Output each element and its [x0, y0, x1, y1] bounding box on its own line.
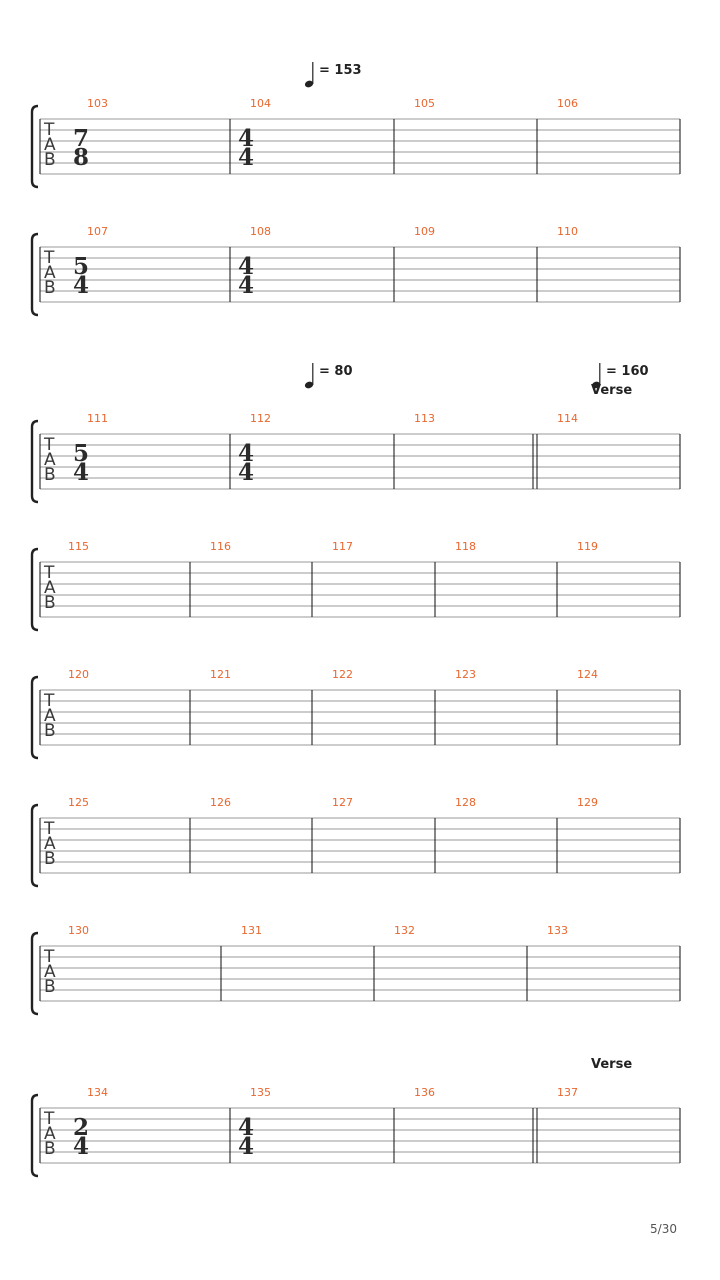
tab-clef-b: B — [44, 465, 56, 485]
measure-number: 134 — [87, 1086, 108, 1099]
measure-number: 105 — [414, 97, 435, 110]
measure-number: 109 — [414, 225, 435, 238]
time-signature-bottom: 4 — [238, 272, 255, 299]
tab-clef-a: A — [44, 135, 56, 155]
measure-number: 124 — [577, 668, 598, 681]
measure-number: 137 — [557, 1086, 578, 1099]
tab-clef-b: B — [44, 721, 56, 741]
section-marker: Verse — [591, 383, 633, 398]
measure-number: 114 — [557, 412, 578, 425]
section-marker: Verse — [591, 1057, 633, 1072]
time-signature-bottom: 4 — [238, 144, 255, 171]
measure-number: 120 — [68, 668, 89, 681]
measure-number: 113 — [414, 412, 435, 425]
tab-clef-a: A — [44, 263, 56, 283]
measure-number: 131 — [241, 924, 262, 937]
measure-number: 132 — [394, 924, 415, 937]
system-bracket — [32, 933, 38, 1014]
tab-clef-t: T — [44, 1109, 55, 1129]
measure-number: 117 — [332, 540, 353, 553]
measure-number: 108 — [250, 225, 271, 238]
time-signature-top: 4 — [238, 253, 255, 280]
measure-number: 115 — [68, 540, 89, 553]
time-signature-bottom: 4 — [238, 459, 255, 486]
tempo-marking: = 153 — [319, 63, 362, 78]
tab-clef-t: T — [44, 947, 55, 967]
time-signature-top: 7 — [73, 125, 90, 152]
measure-number: 123 — [455, 668, 476, 681]
system-bracket — [32, 106, 38, 187]
tempo-marking: = 160 — [606, 364, 649, 379]
measure-number: 103 — [87, 97, 108, 110]
measure-number: 128 — [455, 796, 476, 809]
measure-number: 106 — [557, 97, 578, 110]
measure-number: 135 — [250, 1086, 271, 1099]
system-bracket — [32, 549, 38, 630]
tab-clef-t: T — [44, 435, 55, 455]
measure-number: 136 — [414, 1086, 435, 1099]
time-signature-bottom: 4 — [73, 272, 90, 299]
page-number: 5/30 — [650, 1222, 677, 1236]
measure-number: 129 — [577, 796, 598, 809]
measure-number: 119 — [577, 540, 598, 553]
time-signature-bottom: 8 — [73, 144, 90, 171]
time-signature-bottom: 4 — [73, 1133, 90, 1160]
measure-number: 122 — [332, 668, 353, 681]
tab-clef-t: T — [44, 563, 55, 583]
measure-number: 133 — [547, 924, 568, 937]
measure-number: 111 — [87, 412, 108, 425]
time-signature-top: 4 — [238, 440, 255, 467]
tab-clef-a: A — [44, 834, 56, 854]
tempo-marking: = 80 — [319, 364, 353, 379]
tab-clef-b: B — [44, 278, 56, 298]
time-signature-bottom: 4 — [73, 459, 90, 486]
tab-clef-b: B — [44, 150, 56, 170]
system-bracket — [32, 805, 38, 886]
tab-clef-t: T — [44, 819, 55, 839]
tab-clef-t: T — [44, 691, 55, 711]
tab-clef-b: B — [44, 593, 56, 613]
system-bracket — [32, 234, 38, 315]
measure-number: 126 — [210, 796, 231, 809]
measure-number: 112 — [250, 412, 271, 425]
system-bracket — [32, 421, 38, 502]
measure-number: 116 — [210, 540, 231, 553]
measure-number: 107 — [87, 225, 108, 238]
measure-number: 110 — [557, 225, 578, 238]
tab-clef-b: B — [44, 1139, 56, 1159]
measure-number: 130 — [68, 924, 89, 937]
measure-number: 121 — [210, 668, 231, 681]
time-signature-top: 4 — [238, 125, 255, 152]
system-bracket — [32, 1095, 38, 1176]
measure-number: 125 — [68, 796, 89, 809]
tab-clef-a: A — [44, 450, 56, 470]
system-bracket — [32, 677, 38, 758]
tab-clef-a: A — [44, 706, 56, 726]
measure-number: 104 — [250, 97, 271, 110]
tab-clef-t: T — [44, 248, 55, 268]
tab-clef-a: A — [44, 578, 56, 598]
tab-clef-t: T — [44, 120, 55, 140]
time-signature-top: 5 — [73, 440, 90, 467]
tab-clef-a: A — [44, 962, 56, 982]
time-signature-bottom: 4 — [238, 1133, 255, 1160]
time-signature-top: 4 — [238, 1114, 255, 1141]
measure-number: 118 — [455, 540, 476, 553]
time-signature-top: 5 — [73, 253, 90, 280]
tab-clef-b: B — [44, 849, 56, 869]
measure-number: 127 — [332, 796, 353, 809]
tab-clef-b: B — [44, 977, 56, 997]
time-signature-top: 2 — [73, 1114, 90, 1141]
tab-clef-a: A — [44, 1124, 56, 1144]
